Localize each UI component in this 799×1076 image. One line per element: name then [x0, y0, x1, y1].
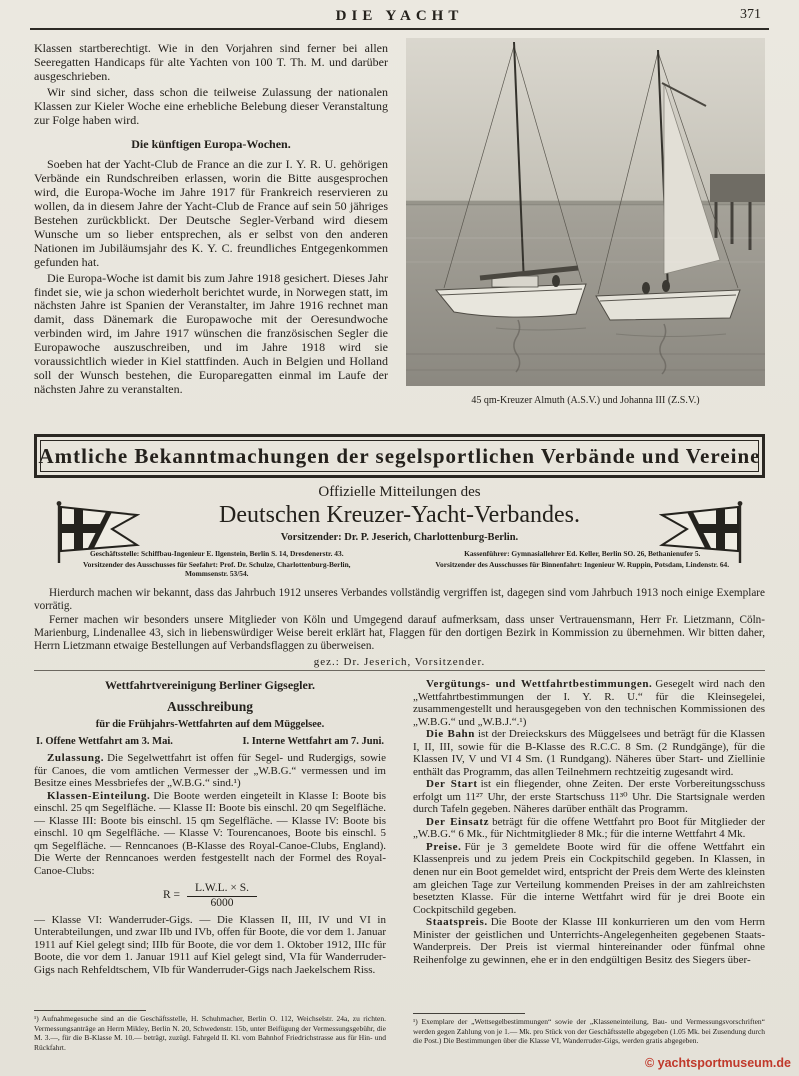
formula-numerator: L.W.L. × S. — [187, 882, 257, 896]
paragraph-lead: Der Einsatz — [426, 815, 490, 828]
gigsegler-left-column — [34, 678, 386, 1004]
announcement-paragraph: Hierdurch machen wir bekannt, dass das Jahrbuch 1912 unseres Verbandes vollständig vergriffen ist, dagegen sind vom Jahrbuch 1913 noch einige Exemplare vorrätig. — [34, 586, 765, 613]
magazine-title: DIE YACHT — [335, 8, 464, 24]
photo-caption: 45 qm-Kreuzer Almuth (A.S.V.) und Johanna III (Z.S.V.) — [471, 395, 700, 406]
paragraph-text: Gesegelt wird nach den „Wettfahrtbestimmungen der I. Y. R. U.“ für die Kleinsegelei, zusammengestellt und herausgegeben von den technischen Kommissionen des „W.B.G.“ und „W.B.J.“.¹) — [413, 678, 765, 728]
article-heading: Die künftigen Europa-Wochen. — [131, 137, 291, 152]
burgee-flag-left-icon — [54, 500, 140, 566]
article-paragraph: Wir sind sicher, dass schon die teilweise Zulassung der nationalen Klassen zur Kieler Woche eine erhebliche Belebung dieser Veranstaltung zur Folge haben wird. — [34, 84, 388, 127]
dkyv-title: Deutschen Kreuzer-Yacht-Verbandes. — [219, 502, 580, 528]
rules-paragraph: — Klasse VI: Wanderruder-Gigs. — Die Klassen II, III, IV und VI in Unterabteilungen, und zwar IIb und IVb, offen für Boote, die vor dem 1. Januar 1911 auf Kiel gelegt sind; IIIb für Boote, die vor dem 1. Oktober 1912, IIIc für Boote, die vor dem 1. Januar 1911 auf Kiel gelegt sind, VIa für Wanderruder-Gigs nach Rehfeldtschem, VIb für Wanderruder-Gigs nach Jaekelschem Riss. — [34, 913, 386, 976]
yachts-photo — [406, 38, 765, 386]
paragraph-text: Die Boote der Klasse III konkurrieren um den vom Herrn Minister der geistlichen und Unterrichts-Angelegenheiten gegebenen Staats-Wanderpreis. Der Preis ist viermal hintereinander oder fünfmal ohne Reihenfolge zu gewinnen, ehe er in den endgültigen Besitz des Siegers über- — [413, 916, 765, 966]
date-open-race: I. Offene Wettfahrt am 3. Mai. — [36, 736, 173, 747]
page-number: 371 — [740, 7, 761, 22]
rules-paragraph — [413, 778, 765, 816]
gigsegler-left-body — [34, 752, 386, 976]
article-paragraph: Klassen startberechtigt. Wie in den Vorjahren sind ferner bei allen Seeregatten Handicaps für alte Yachten von 100 T. Th. M. und darüber ausgeschrieben. — [34, 42, 388, 83]
paragraph-text: Die Boote werden eingeteilt in Klasse I: Boote bis einschl. 25 qm Segelfläche. — Klasse II: Boote bis einschl. 20 qm Segelfläche. — Klasse III: Boote bis einschl. 15 qm Segelfläche. — Klasse IV: Boote bis einschl. 10 qm Segelfläche. — Klasse V: Tourencanoes, Boote bis einschl. 5 qm Segelfläche. — Renncanoes (B-Klasse des Royal-Canoe-Clubs, England). Die Werte der Renncanoes werden festgestellt nach der Formel des Royal-Canoe-Clubs: — [34, 789, 386, 877]
formula-denominator: 6000 — [210, 896, 234, 909]
rules-paragraph — [413, 816, 765, 841]
rules-paragraph — [413, 916, 765, 966]
masthead-rule — [30, 28, 769, 30]
paragraph-text: beträgt für die offene Wettfahrt pro Boot für Mitglieder der „W.B.G.“ 6 Mk., für Nichtmitglieder 8 Mk.; für die interne Wettfahrt 4 Mk. — [413, 815, 765, 841]
paragraph-lead: Staatspreis. — [426, 916, 488, 929]
announcement-paragraph: Ferner machen wir besonders unsere Mitglieder von Köln und Umgegend darauf aufmerksam, dass unser Vertrauensmann, Herr Fr. Lietzmann, Cöln-Marienburg, Lindenallee 43, sich in liebenswürdiger Weise bereit erklärt hat, Flaggen für den dortigen Bezirk in Kommission zu übernehmen. Wir bitten daher, Herrn Lietzmann etwaige Bestellungen auf Verbandsflaggen zu überweisen. — [34, 613, 765, 653]
gigsegler-subtitle2: für die Frühjahrs-Wettfahrten auf dem Müggelsee. — [95, 719, 325, 730]
rules-paragraph — [34, 790, 386, 878]
official-entry: Vorsitzender des Ausschusses für Binnenfahrt: Ingenieur W. Ruppin, Potsdam, Lindenstr. 64. — [435, 559, 730, 569]
rating-formula — [34, 882, 386, 909]
date-internal-race: I. Interne Wettfahrt am 7. Juni. — [242, 736, 384, 747]
formula-fraction — [187, 882, 257, 909]
official-entry: Geschäftsstelle: Schiffbau-Ingenieur E. Ilgenstein, Berlin S. 14, Dresdenerstr. 43. — [89, 549, 344, 558]
article-paragraph: Soeben hat der Yacht-Club de France an die zur I. Y. R. U. gehörigen Verbände ein Rundschreiben erlassen, worin die Bitte ausgesprochen wird, die Europa-Woche im Jahre 1917 für Frankreich reservieren zu wollen, da in diesem Jahre der Yacht-Club de France auf sein 50 jähriges Bestehen zurückblickt. Der Deutsche Segler-Verband wird diesem Wunsche um so lieber entsprechen, als er selbst von den anderen Nationen im Jubiläumsjahr des K. Y. C. freundliches Entgegenkommen gefunden hat. — [34, 157, 388, 269]
gigsegler-dates — [36, 736, 384, 747]
dkyv-announcement — [34, 587, 765, 669]
rules-paragraph — [34, 752, 386, 790]
paragraph-lead: Zulassung. — [47, 752, 105, 764]
paragraph-lead: Klassen-Einteilung. — [47, 789, 151, 802]
footnote-right: ¹) Exemplare der „Wettsegelbestimmungen“ sowie der „Klasseneinteilung, Bau- und Vermessungsvorschriften“ werden gegen Zahlung von je 1.— Mk. pro Stück von der Geschäftsstelle abgegeben (1.05 Mk. bei Zusendung durch die Post.) Die Bestimmungen über die Klasse VI, Wanderruder-Gigs, werden gratis abgegeben. — [413, 1013, 765, 1046]
top-section — [34, 38, 765, 430]
article-paragraph: Die Europa-Woche ist damit bis zum Jahre 1918 gesichert. Dieses Jahr findet sie, wie ja schon wiederholt berichtet wurde, in Norwegen statt, im nächsten Jahre ist Spanien der Veranstalter, im Jahre 1916 rechnet man damit, dass Dänemark die Europawoche mit der Oeresundwoche verbinden wird, im Jahre 1917 wünschen die französischen Segler die Europawoche auszuschreiben, und im Jahre 1918 wird sie voraussichtlich wieder in Kiel stattfinden. Auch in Belgien und Holland soll der Wunsch bestehen, die Europaregatten einmal im Laufe der nächsten Jahre zu veranstalten. — [34, 270, 388, 396]
gigsegler-section — [34, 678, 765, 1004]
dkyv-intro: Offizielle Mitteilungen des — [318, 484, 481, 500]
gigsegler-subtitle: Ausschreibung — [166, 699, 254, 714]
masthead — [34, 7, 765, 25]
rules-paragraph — [413, 728, 765, 778]
section-divider — [34, 670, 765, 671]
official-entry: Vorsitzender des Ausschusses für Seefahrt: Prof. Dr. Schulze, Charlottenburg-Berlin, Mommsenstr. 53/54. — [82, 559, 351, 578]
dkyv-chairman: Vorsitzender: Dr. P. Jeserich, Charlottenburg-Berlin. — [280, 532, 519, 543]
banner-text: Amtliche Bekanntmachungen der segelsportlichen Verbände und Vereine — [38, 443, 761, 468]
footnote-left: ¹) Aufnahmegesuche sind an die Geschäftsstelle, H. Schuhmacher, Berlin O. 112, Weichselstr. 24a, zu richten. Vermessungsanträge an Herrn Mikley, Berlin N. 20, Schwedenstr. 15b, unter Beifügung der Vermessungsgebühr, die M. 3.—, für die B-Klasse M. 10.— beträgt, zuzügl. Fahrgeld II. Kl. vom Bahnhof Friedrichstrasse aus für Hin- und Rückfahrt. — [34, 1010, 386, 1052]
gigsegler-right-column — [413, 678, 765, 1004]
gigsegler-title: Wettfahrtvereinigung Berliner Gigsegler. — [104, 678, 316, 692]
rules-paragraph — [413, 678, 765, 728]
announcement-signature: gez.: Dr. Jeserich, Vorsitzender. — [313, 655, 486, 668]
formula-lhs: R = — [162, 889, 181, 902]
paragraph-text: Für je 3 gemeldete Boote wird für die offene Wettfahrt ein Klassenpreis und zu jedem Preis ein Cockpitschild gegeben. In Klassen, in denen nur ein Boot gemeldet wird, entspricht der Preis dem Werte des kleinsten am gleichen Tage zur Verteilung kommenden Preises in der am zahlreichsten besetzten Klasse. Für die interne Wettfahrt wird für je drei Boote ein Cockpitschild gegeben. — [413, 840, 765, 916]
paragraph-lead: Vergütungs- und Wettfahrtbestimmungen. — [426, 678, 653, 690]
officials-block — [34, 550, 765, 581]
burgee-flag-right-icon — [659, 500, 745, 566]
article-column — [34, 42, 388, 430]
official-entry: Kassenführer: Gymnasiallehrer Ed. Keller, Berlin SO. 26, Bethanienufer 5. — [464, 549, 701, 558]
paragraph-lead: Preise. — [426, 840, 462, 853]
watermark: © yachtsportmuseum.de — [644, 1056, 791, 1070]
paragraph-text: ist ein fliegender, ohne Zeiten. Der erste Vorbereitungsschuss erfolgt um 11²⁷ Uhr, der erste Startschuss 11³⁰ Uhr. Die Startsignale werden durch Tafeln gegeben. Näheres darüber enthält das Programm. — [413, 778, 765, 816]
paragraph-text: Die Segelwettfahrt ist offen für Segel- und Rudergigs, sowie für Canoes, die vom amtlichen Vermesser der „W.B.G.“ vermessen und im Besitze eines Messbriefes der „W.B.G.“ sind.¹) — [34, 752, 386, 790]
announcements-banner — [34, 434, 765, 478]
rules-paragraph — [413, 841, 765, 916]
photo-block — [406, 38, 765, 406]
paragraph-text: ist der Dreieckskurs des Müggelsees und beträgt für die Klassen I, II, III, sowie für die B-Klasse des R.C.C. 8 Sm. (2 Rundgänge), für die Klassen IV, V und VI 4 Sm. (1 Rundgang). Näheres über Start- und Ziellinie enthält das Programm, das allen Teilnehmern rechtzeitig zugesandt wird. — [413, 728, 765, 778]
paragraph-lead: Die Bahn — [426, 728, 475, 741]
dkyv-section — [34, 484, 765, 669]
paragraph-lead: Der Start — [426, 778, 478, 791]
